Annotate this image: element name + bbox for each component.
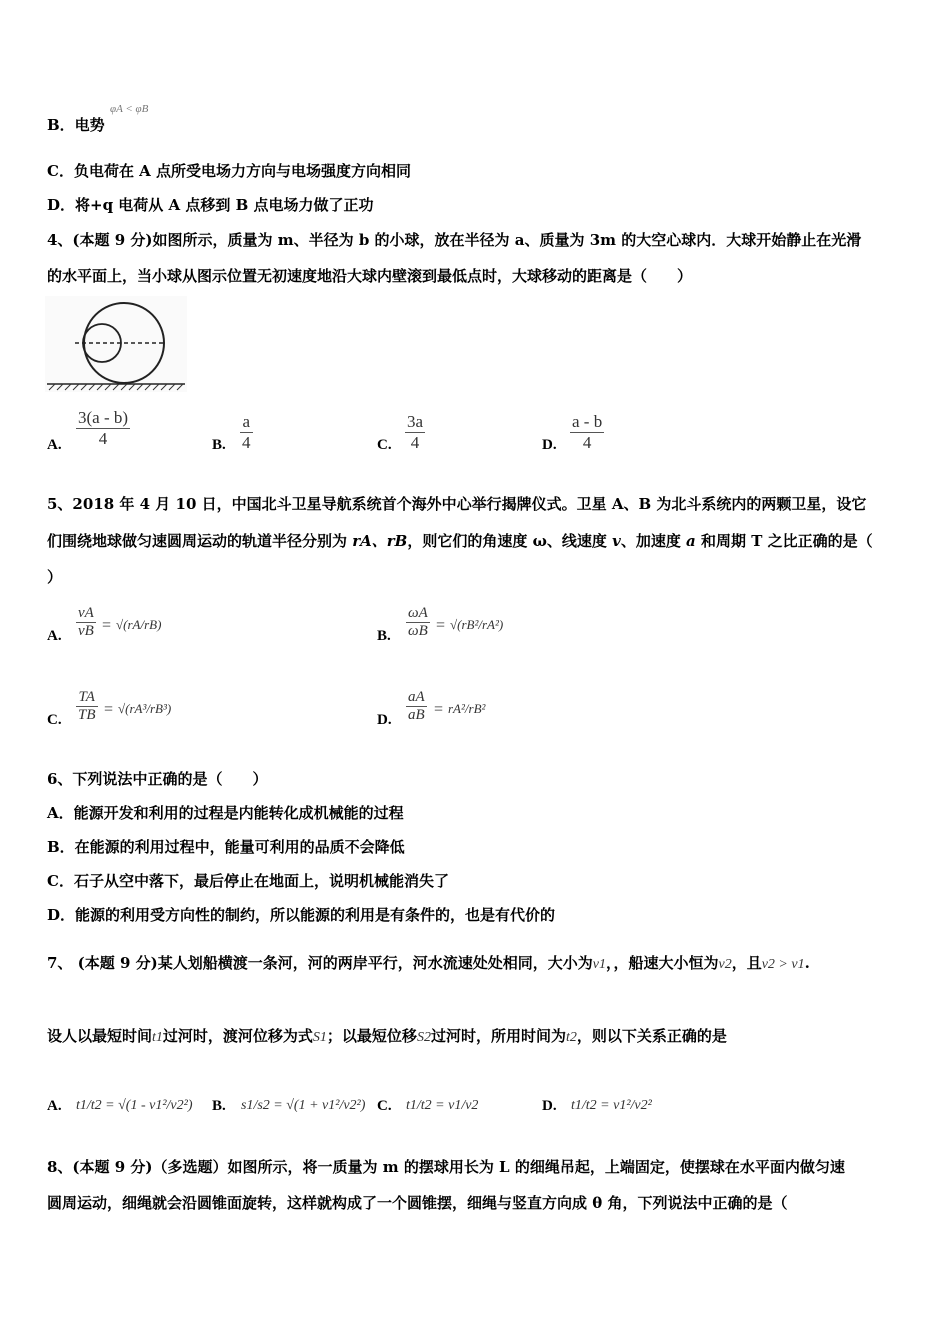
q6-option-b: B．在能源的利用过程中，能量可利用的品质不会降低 bbox=[47, 838, 405, 856]
q5-option-b-rhs: √(rB²/rA²) bbox=[450, 617, 504, 632]
q7-option-a-label: A. bbox=[47, 1098, 62, 1114]
q5-option-b-lhs-den: ωB bbox=[408, 623, 428, 639]
q4-option-b-den: 4 bbox=[242, 433, 251, 452]
q5-option-a-lhs-den: vB bbox=[78, 623, 94, 639]
q5-option-c-lhs bbox=[76, 689, 98, 724]
q5-option-a-rhs: √(rA/rB) bbox=[116, 617, 162, 632]
q7-t1: t1 bbox=[152, 1030, 163, 1045]
q7-option-b-label: B. bbox=[212, 1098, 226, 1114]
q5-stem-line3: ） bbox=[47, 568, 63, 586]
q5-option-b-label: B. bbox=[377, 628, 391, 644]
q7-line1-a: 7、 (本题 9 分)某人划船横渡一条河，河的两岸平行，河水流速处处相同，大小为 bbox=[47, 954, 593, 972]
q5-option-d-lhs-den: aB bbox=[408, 707, 425, 723]
q5-stem-line1: 5、2018 年 4 月 10 日，中国北斗卫星导航系统首个海外中心举行揭牌仪式。卫星 A、B 为北斗系统内的两颗卫星，设它 bbox=[47, 495, 867, 513]
q4-option-a-label: A. bbox=[47, 437, 62, 453]
q4-option-d-den: 4 bbox=[570, 432, 604, 453]
q5-option-d-rhs: rA²/rB² bbox=[448, 701, 486, 716]
q4-option-d-fraction bbox=[570, 412, 604, 453]
q5-option-d-lhs-num: aA bbox=[408, 689, 425, 705]
q4-option-b-label: B. bbox=[212, 437, 226, 453]
q4-option-a-fraction bbox=[76, 408, 130, 449]
q7-line1-d: . bbox=[804, 954, 810, 972]
q4-option-b-fraction bbox=[240, 412, 253, 453]
q7-stem-line1 bbox=[47, 953, 810, 975]
q5-a: a bbox=[686, 532, 696, 550]
q4-option-c-fraction bbox=[405, 412, 425, 453]
q5-option-d-label: D. bbox=[377, 712, 392, 728]
q4-option-a-den: 4 bbox=[76, 428, 130, 449]
q4-option-d-num: a - b bbox=[572, 412, 603, 431]
q6-option-c: C．石子从空中落下，最后停止在地面上，说明机械能消失了 bbox=[47, 872, 449, 890]
q5-stem-line2-b: ，则它们的角速度 ω、线速度 bbox=[407, 532, 613, 550]
q7-v2: v2 bbox=[718, 957, 732, 972]
q5-option-a-eq: = bbox=[102, 617, 112, 634]
q5-radii: rA、rB bbox=[352, 532, 408, 550]
q7-line2-d: 过河时，所用时间为 bbox=[430, 1027, 566, 1045]
q7-option-a-expr: t1/t2 = √(1 - v1²/v2²) bbox=[76, 1098, 193, 1113]
q3-option-d: D．将+q 电荷从 A 点移到 B 点电场力做了正功 bbox=[47, 196, 374, 214]
q5-option-a-lhs bbox=[76, 605, 96, 640]
q4-option-c-num: 3a bbox=[407, 412, 424, 431]
q7-line2-c: ；以最短位移 bbox=[326, 1027, 417, 1045]
q5-option-a-label: A. bbox=[47, 628, 62, 644]
q4-figure-spheres bbox=[45, 296, 187, 392]
q4-option-c-label: C. bbox=[377, 437, 392, 453]
q7-line2-a: 设人以最短时间 bbox=[47, 1027, 153, 1045]
q4-option-c-den: 4 bbox=[405, 432, 425, 453]
q7-s2: S2 bbox=[416, 1030, 431, 1045]
q3-option-b-label: B．电势 bbox=[47, 116, 105, 134]
q6-option-d: D．能源的利用受方向性的制约，所以能源的利用是有条件的，也是有代价的 bbox=[47, 906, 556, 924]
q5-option-b-lhs bbox=[406, 605, 430, 640]
q7-line2-b: 过河时，渡河位移为式 bbox=[162, 1027, 313, 1045]
q5-option-c-lhs-den: TB bbox=[78, 707, 96, 723]
q5-stem-line2 bbox=[47, 531, 873, 551]
q7-option-d-label: D. bbox=[542, 1098, 557, 1114]
q5-option-d-lhs bbox=[406, 689, 427, 724]
q4-option-a-num: 3(a - b) bbox=[78, 408, 129, 427]
q5-option-b-eq: = bbox=[436, 617, 446, 634]
q5-stem-line2-c: 、加速度 bbox=[620, 532, 687, 550]
q7-line1-c: ，且 bbox=[731, 954, 762, 972]
q3-option-c: C．负电荷在 A 点所受电场力方向与电场强度方向相同 bbox=[47, 162, 412, 180]
q7-line1-b: ，，船速大小恒为 bbox=[605, 954, 719, 972]
q4-option-d-label: D. bbox=[542, 437, 557, 453]
q4-option-b-num: a bbox=[242, 412, 251, 431]
q5-option-a-lhs-num: vA bbox=[78, 605, 94, 621]
q4-stem-line2: 的水平面上，当小球从图示位置无初速度地沿大球内壁滚到最低点时，大球移动的距离是（ ） bbox=[47, 267, 693, 285]
q5-option-c-lhs-num: TA bbox=[78, 689, 95, 705]
q5-option-b-lhs-num: ωA bbox=[408, 605, 428, 621]
q7-compare: v2 > v1 bbox=[761, 957, 805, 972]
q5-v: v bbox=[612, 532, 621, 550]
q6-stem: 6、下列说法中正确的是（ ） bbox=[47, 770, 268, 788]
q5-stem-line2-d: 和周期 T 之比正确的是（ bbox=[695, 532, 873, 550]
q8-stem-line2: 圆周运动，细绳就会沿圆锥面旋转，这样就构成了一个圆锥摆，细绳与竖直方向成 θ 角，下列说法中正确的是（ bbox=[47, 1194, 788, 1212]
q7-t2: t2 bbox=[565, 1030, 577, 1045]
q7-option-c-expr: t1/t2 = v1/v2 bbox=[406, 1098, 479, 1113]
q3-option-b-math: φA < φB bbox=[110, 103, 149, 115]
q7-s1: S1 bbox=[312, 1030, 327, 1045]
q7-v1: v1 bbox=[592, 957, 606, 972]
q5-option-d-eq: = bbox=[434, 701, 444, 718]
q8-stem-line1: 8、(本题 9 分)（多选题）如图所示，将一质量为 m 的摆球用长为 L 的细绳吊起，上端固定，使摆球在水平面内做匀速 bbox=[47, 1158, 845, 1176]
q7-line2-e: ，则以下关系正确的是 bbox=[576, 1027, 727, 1045]
q7-option-b-expr: s1/s2 = √(1 + v1²/v2²) bbox=[241, 1098, 366, 1113]
q7-option-c-label: C. bbox=[377, 1098, 392, 1114]
q5-option-c-rhs: √(rA³/rB³) bbox=[118, 701, 172, 716]
q7-stem-line2 bbox=[47, 1026, 727, 1048]
q4-stem-line1: 4、(本题 9 分)如图所示，质量为 m、半径为 b 的小球，放在半径为 a、质量为 3m 的大空心球内．大球开始静止在光滑 bbox=[47, 231, 862, 249]
q5-option-c-eq: = bbox=[104, 701, 114, 718]
q6-option-a: A．能源开发和利用的过程是内能转化成机械能的过程 bbox=[47, 804, 404, 822]
q5-option-c-label: C. bbox=[47, 712, 62, 728]
q5-stem-line2-a: 们围绕地球做匀速圆周运动的轨道半径分别为 bbox=[47, 532, 353, 550]
q7-option-d-expr: t1/t2 = v1²/v2² bbox=[571, 1098, 652, 1113]
q3-option-b bbox=[47, 115, 105, 135]
